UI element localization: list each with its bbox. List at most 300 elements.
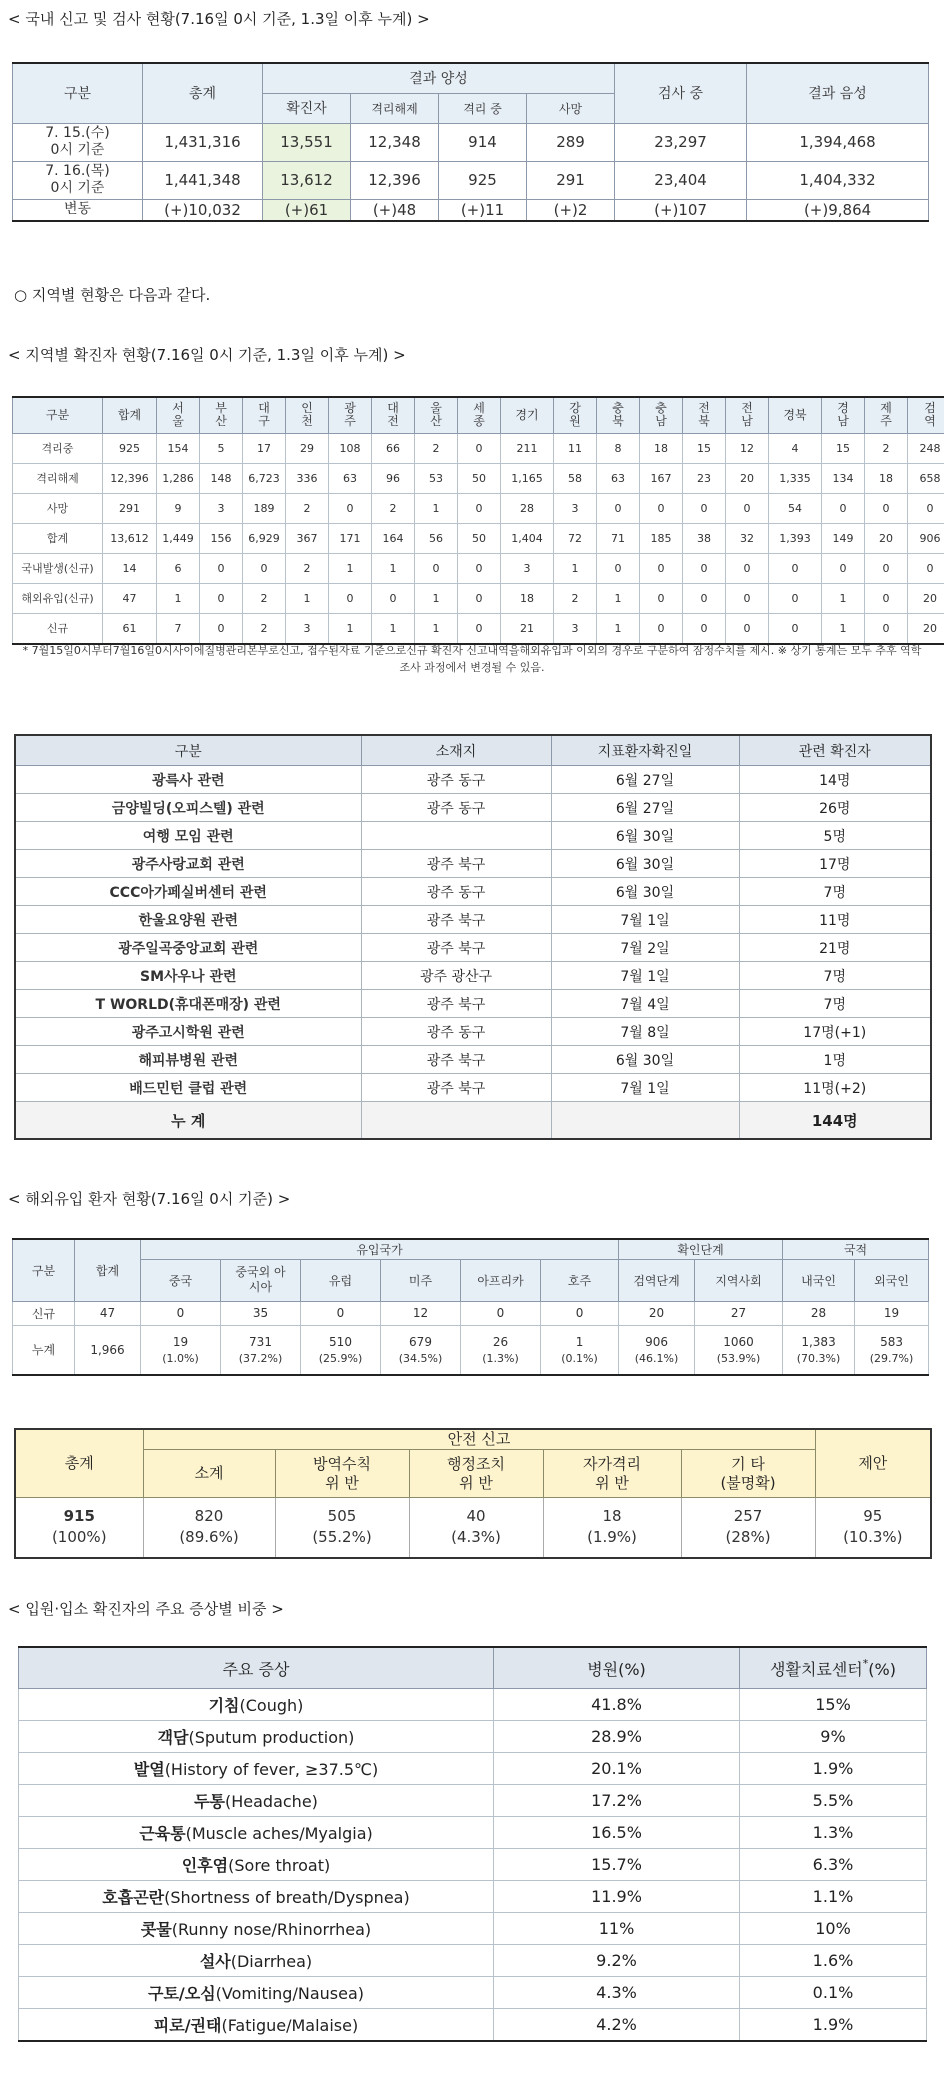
table-cell: 0 (683, 553, 726, 583)
table-row (15, 766, 931, 794)
symptom-name (19, 1721, 494, 1753)
table-cell: 0 (822, 493, 865, 523)
cell-testing: (+)107 (615, 199, 747, 221)
cell-percent: (37.2%) (238, 1351, 283, 1365)
table-row (19, 1881, 927, 1913)
hdr-deceased: 사망 (527, 93, 615, 123)
cell-value: 1,383 (801, 1334, 836, 1349)
cluster-count: 11명(+2) (739, 1074, 931, 1102)
table-row (19, 1689, 927, 1721)
cell-deceased: 289 (527, 123, 615, 161)
symptom-name (19, 2009, 494, 2042)
table-cell: 0 (141, 1301, 221, 1325)
symptom-name (19, 1881, 494, 1913)
cluster-location: 광주 광산구 (361, 962, 551, 990)
cell-value: 906 (645, 1334, 668, 1349)
table-cell: 66 (372, 433, 415, 463)
cell-percent: (55.2%) (312, 1528, 372, 1547)
symptom-name (19, 1785, 494, 1817)
row-label: 사망 (13, 493, 103, 523)
cell-percent: (100%) (51, 1528, 107, 1547)
total-count: 144명 (739, 1102, 931, 1140)
table-cell: 1 (597, 613, 640, 644)
cluster-location: 광주 북구 (361, 1074, 551, 1102)
table-cell: 6,929 (243, 523, 286, 553)
symptom-en: (Sputum production) (188, 1728, 355, 1747)
cluster-date: 7월 1일 (551, 1074, 739, 1102)
table-cell: 61 (103, 613, 157, 644)
cell-negative: (+)9,864 (747, 199, 929, 221)
hdr-region: 세종 (458, 397, 501, 433)
cell-percent: (34.5%) (398, 1351, 443, 1365)
table-cell (815, 1498, 931, 1558)
hdr-related-count: 관련 확진자 (739, 735, 931, 766)
hdr-testing: 검사 중 (615, 63, 747, 123)
table-cell: 1 (286, 583, 329, 613)
cluster-count: 17명(+1) (739, 1018, 931, 1046)
table-cell: 9 (157, 493, 200, 523)
cluster-date: 6월 30일 (551, 878, 739, 906)
table-cell: 27 (695, 1301, 783, 1325)
table-cell: 0 (908, 493, 944, 523)
table-cell: 0 (769, 553, 822, 583)
table-cell: 7 (157, 613, 200, 644)
table-cell: 0 (683, 493, 726, 523)
cluster-location: 광주 동구 (361, 878, 551, 906)
table-cell: 0 (243, 553, 286, 583)
cluster-location: 광주 동구 (361, 766, 551, 794)
cell-isolated: 925 (439, 161, 527, 199)
table-cell: 20 (619, 1301, 695, 1325)
table-cell: 1 (372, 553, 415, 583)
cluster-name: 배드민턴 클럽 관련 (15, 1074, 361, 1102)
cluster-table (14, 734, 932, 1140)
table-cell: 20 (726, 463, 769, 493)
table-cell: 12 (726, 433, 769, 463)
table-cell: 14 (103, 553, 157, 583)
table-cell: 96 (372, 463, 415, 493)
regional-table (12, 396, 944, 645)
table-row (19, 2009, 927, 2042)
table-cell: 2 (286, 553, 329, 583)
table-cell: 925 (103, 433, 157, 463)
table-cell: 0 (769, 583, 822, 613)
table-row (15, 1498, 931, 1558)
symptom-ko: 기침 (208, 1696, 240, 1715)
table-cell (461, 1325, 541, 1375)
table-cell: 1,335 (769, 463, 822, 493)
table-cell: 18 (865, 463, 908, 493)
table-cell: 0 (865, 583, 908, 613)
hdr-self-isolation-violation: 자가격리 위 반 (543, 1450, 681, 1498)
cell-value: 40 (466, 1507, 486, 1526)
cluster-location: 광주 북구 (361, 850, 551, 878)
cell-percent: (1.0%) (162, 1351, 199, 1365)
table-cell: 63 (597, 463, 640, 493)
hdr-suggestion: 제안 (815, 1429, 931, 1498)
table-cell: 0 (458, 583, 501, 613)
row-label: 누계 (13, 1325, 75, 1375)
table-cell: 0 (726, 493, 769, 523)
table-cell (15, 1498, 143, 1558)
center-pct: 1.3% (740, 1817, 927, 1849)
hdr-other: 기 타 (불명확) (681, 1450, 815, 1498)
symptom-en: (Diarrhea) (230, 1952, 313, 1971)
table-cell (783, 1325, 855, 1375)
table-row (13, 613, 944, 644)
cell-percent: (4.3%) (451, 1528, 501, 1547)
row-label: 격리해제 (13, 463, 103, 493)
table-cell: 1 (822, 613, 865, 644)
table-cell: 12 (381, 1301, 461, 1325)
table-cell: 8 (597, 433, 640, 463)
table-row (15, 1018, 931, 1046)
table-cell (141, 1325, 221, 1375)
cluster-date: 6월 27일 (551, 766, 739, 794)
table-cell: 0 (683, 613, 726, 644)
table-cell: 3 (554, 493, 597, 523)
cell-value: 583 (880, 1334, 903, 1349)
hdr-sub: 내국인 (783, 1259, 855, 1301)
hdr-division: 구분 (15, 735, 361, 766)
hospital-pct: 28.9% (494, 1721, 740, 1753)
table-cell: 1 (372, 613, 415, 644)
table-cell: 0 (865, 553, 908, 583)
table-cell: 0 (908, 553, 944, 583)
hdr-positive: 결과 양성 (263, 63, 615, 93)
table-cell: 1,404 (501, 523, 554, 553)
row-label: 국내발생(신규) (13, 553, 103, 583)
table-cell: 15 (683, 433, 726, 463)
cell-value: 731 (249, 1334, 272, 1349)
table-cell: 0 (640, 583, 683, 613)
hdr-sub: 중국외 아시아 (221, 1259, 301, 1301)
hdr-total: 총계 (143, 63, 263, 123)
hdr-sub: 중국 (141, 1259, 221, 1301)
center-pct: 1.6% (740, 1945, 927, 1977)
hdr-sub: 미주 (381, 1259, 461, 1301)
table-cell: 0 (726, 553, 769, 583)
table-cell: 6 (157, 553, 200, 583)
table-cell: 0 (640, 613, 683, 644)
cluster-count: 7명 (739, 990, 931, 1018)
table-cell: 2 (243, 613, 286, 644)
cell-testing: 23,297 (615, 123, 747, 161)
hdr-negative: 결과 음성 (747, 63, 929, 123)
domestic-status-table (12, 62, 929, 222)
table-cell: 0 (865, 493, 908, 523)
table-cell (541, 1325, 619, 1375)
imported-table (12, 1238, 929, 1376)
symptom-en: (Cough) (239, 1696, 304, 1715)
hospital-pct: 15.7% (494, 1849, 740, 1881)
cell-value: 820 (194, 1507, 224, 1526)
cell-percent: (28%) (725, 1528, 771, 1547)
table-cell: 658 (908, 463, 944, 493)
table-row (15, 1074, 931, 1102)
table-cell: 336 (286, 463, 329, 493)
table-cell: 2 (554, 583, 597, 613)
table-cell: 0 (329, 493, 372, 523)
cluster-date: 7월 8일 (551, 1018, 739, 1046)
cluster-location (361, 822, 551, 850)
cell-confirmed: (+)61 (263, 199, 351, 221)
cell-value: 679 (409, 1334, 432, 1349)
cluster-count: 7명 (739, 962, 931, 990)
cell-value: 18 (602, 1507, 622, 1526)
cell-testing: 23,404 (615, 161, 747, 199)
hdr-stage: 확인단계 (619, 1239, 783, 1259)
table-cell: 0 (541, 1301, 619, 1325)
table-cell: 185 (640, 523, 683, 553)
hdr-isolated: 격리 중 (439, 93, 527, 123)
symptom-en: (Headache) (225, 1792, 318, 1811)
row-label: 7. 15.(수) 0시 기준 (13, 123, 143, 161)
table-cell: 211 (501, 433, 554, 463)
cluster-location: 광주 북구 (361, 934, 551, 962)
table-cell: 367 (286, 523, 329, 553)
table-cell (681, 1498, 815, 1558)
symptom-name (19, 1977, 494, 2009)
table-row (19, 1849, 927, 1881)
cell-value: 915 (63, 1507, 95, 1526)
symptom-ko: 설사 (199, 1952, 231, 1971)
cell-total: (+)10,032 (143, 199, 263, 221)
table-row (15, 934, 931, 962)
cluster-location: 광주 동구 (361, 1018, 551, 1046)
table-cell: 1 (415, 583, 458, 613)
table-cell: 20 (908, 583, 944, 613)
symptom-en: (Shortness of breath/Dyspnea) (164, 1888, 410, 1907)
hdr-region: 광주 (329, 397, 372, 433)
table-cell: 1 (554, 553, 597, 583)
cluster-name: 여행 모임 관련 (15, 822, 361, 850)
table-cell: 0 (200, 613, 243, 644)
table-cell: 12,396 (103, 463, 157, 493)
symptom-en: (Vomiting/Nausea) (215, 1984, 364, 2003)
table-cell: 4 (769, 433, 822, 463)
table-row (13, 523, 944, 553)
hdr-sub: 외국인 (855, 1259, 929, 1301)
cluster-name: 금양빌딩(오피스텔) 관련 (15, 794, 361, 822)
table-row (19, 1721, 927, 1753)
table-cell: 0 (301, 1301, 381, 1325)
hdr-confirmed: 확진자 (263, 93, 351, 123)
cluster-count: 1명 (739, 1046, 931, 1074)
row-label: 신규 (13, 1301, 75, 1325)
hdr-region: 구분 (13, 397, 103, 433)
table-cell: 54 (769, 493, 822, 523)
table-cell: 2 (372, 493, 415, 523)
table-cell: 50 (458, 463, 501, 493)
cell-percent: (53.9%) (716, 1351, 761, 1365)
center-pct: 5.5% (740, 1785, 927, 1817)
hdr-admin-violation: 행정조치 위 반 (409, 1450, 543, 1498)
table-row (19, 1945, 927, 1977)
table-cell: 29 (286, 433, 329, 463)
symptom-table (18, 1646, 927, 2042)
hdr-region: 울산 (415, 397, 458, 433)
hospital-pct: 11.9% (494, 1881, 740, 1913)
table-cell: 21 (501, 613, 554, 644)
cluster-name: T WORLD(휴대폰매장) 관련 (15, 990, 361, 1018)
cell-total: 47 (75, 1301, 141, 1325)
center-pct: 9% (740, 1721, 927, 1753)
table-cell: 28 (783, 1301, 855, 1325)
table-cell: 1,165 (501, 463, 554, 493)
table-cell: 32 (726, 523, 769, 553)
hospital-pct: 11% (494, 1913, 740, 1945)
row-label: 해외유입(신규) (13, 583, 103, 613)
center-pct: 0.1% (740, 1977, 927, 2009)
center-pct: 1.1% (740, 1881, 927, 1913)
hdr-subtotal: 소계 (143, 1450, 275, 1498)
center-pct: 1.9% (740, 1753, 927, 1785)
table-cell: 15 (822, 433, 865, 463)
cluster-date: 7월 1일 (551, 906, 739, 934)
table-cell: 1,286 (157, 463, 200, 493)
cluster-name: 광주일곡중앙교회 관련 (15, 934, 361, 962)
table-cell: 108 (329, 433, 372, 463)
table-cell (409, 1498, 543, 1558)
hdr-location: 소재지 (361, 735, 551, 766)
table-cell: 291 (103, 493, 157, 523)
table-row-cumulative (13, 1325, 929, 1375)
regional-footnote: * 7월15일0시부터7월16일0시사이에질병관리본부로신고, 접수된자료 기준으로신규 확진자 신고내역을해외유입과 이외의 경우로 구분하여 잠정수치를 제시. ※ 상기 통계는 모두 추후 역학조사 과정에서 변경될 수 있음. (22, 644, 922, 674)
table-cell: 3 (501, 553, 554, 583)
hdr-treatment-center: 생활치료센터*(%) (740, 1647, 927, 1689)
cluster-count: 7명 (739, 878, 931, 906)
table-row (19, 1977, 927, 2009)
symptom-ko: 두통 (194, 1792, 225, 1811)
cluster-count: 5명 (739, 822, 931, 850)
cluster-count: 17명 (739, 850, 931, 878)
cell-isolated: 914 (439, 123, 527, 161)
table-cell: 1 (822, 583, 865, 613)
cluster-name: 광주사랑교회 관련 (15, 850, 361, 878)
hdr-region: 전남 (726, 397, 769, 433)
hdr-region: 충북 (597, 397, 640, 433)
table-cell: 0 (640, 553, 683, 583)
table-cell (301, 1325, 381, 1375)
hdr-sub: 검역단계 (619, 1259, 695, 1301)
cluster-name: 광주고시학원 관련 (15, 1018, 361, 1046)
table-row (15, 1046, 931, 1074)
hdr-safety: 안전 신고 (143, 1429, 815, 1450)
cell-value: 1060 (723, 1334, 754, 1349)
hdr-index-date: 지표환자확진일 (551, 735, 739, 766)
table-cell: 149 (822, 523, 865, 553)
cluster-date: 7월 4일 (551, 990, 739, 1018)
table-row (15, 906, 931, 934)
table-cell: 13,612 (103, 523, 157, 553)
table-cell: 20 (908, 613, 944, 644)
cluster-name: 해피뷰병원 관련 (15, 1046, 361, 1074)
table-cell: 1,393 (769, 523, 822, 553)
cell-released: 12,348 (351, 123, 439, 161)
table-cell: 3 (200, 493, 243, 523)
caption-domestic: < 국내 신고 및 검사 현황(7.16일 0시 기준, 1.3일 이후 누계) > (8, 10, 430, 28)
table-cell: 28 (501, 493, 554, 523)
table-cell (695, 1325, 783, 1375)
hdr-sub: 유럽 (301, 1259, 381, 1301)
hdr-released: 격리해제 (351, 93, 439, 123)
hdr-total: 총계 (15, 1429, 143, 1498)
table-cell: 0 (458, 613, 501, 644)
table-cell: 1 (329, 613, 372, 644)
hospital-pct: 16.5% (494, 1817, 740, 1849)
cluster-name: SM사우나 관련 (15, 962, 361, 990)
hdr-nationality: 국적 (783, 1239, 929, 1259)
table-cell: 53 (415, 463, 458, 493)
row-label: 변동 (13, 199, 143, 221)
table-row (19, 1817, 927, 1849)
cell-value: 505 (327, 1507, 357, 1526)
hdr-division: 구분 (13, 63, 143, 123)
hdr-region: 부산 (200, 397, 243, 433)
cell-percent: (25.9%) (318, 1351, 363, 1365)
table-cell: 167 (640, 463, 683, 493)
row-label: 신규 (13, 613, 103, 644)
caption-imported: < 해외유입 환자 현황(7.16일 0시 기준) > (8, 1190, 291, 1208)
table-row (13, 123, 929, 161)
table-cell: 0 (458, 433, 501, 463)
center-pct: 15% (740, 1689, 927, 1721)
cluster-date: 6월 30일 (551, 850, 739, 878)
table-row (13, 433, 944, 463)
table-cell: 906 (908, 523, 944, 553)
table-cell: 0 (372, 583, 415, 613)
hdr-region: 경남 (822, 397, 865, 433)
table-cell: 0 (769, 613, 822, 644)
hdr-sub: 지역사회 (695, 1259, 783, 1301)
table-row (19, 1753, 927, 1785)
table-cell: 0 (640, 493, 683, 523)
hdr-region: 검역 (908, 397, 944, 433)
table-cell: 3 (286, 613, 329, 644)
table-cell: 23 (683, 463, 726, 493)
table-cell: 0 (458, 493, 501, 523)
hospital-pct: 41.8% (494, 1689, 740, 1721)
symptom-ko: 인후염 (181, 1856, 229, 1875)
hdr-region: 경북 (769, 397, 822, 433)
cluster-date: 6월 27일 (551, 794, 739, 822)
symptom-name (19, 1817, 494, 1849)
table-cell: 0 (597, 553, 640, 583)
table-cell: 1 (157, 583, 200, 613)
cell-deceased: (+)2 (527, 199, 615, 221)
table-cell: 1,449 (157, 523, 200, 553)
cell-value: 26 (492, 1334, 509, 1349)
symptom-name (19, 1945, 494, 1977)
symptom-ko: 콧물 (140, 1920, 172, 1939)
cluster-location: 광주 동구 (361, 794, 551, 822)
regional-intro: ○ 지역별 현황은 다음과 같다. (14, 286, 211, 304)
table-cell: 148 (200, 463, 243, 493)
table-cell: 154 (157, 433, 200, 463)
cluster-date: 6월 30일 (551, 1046, 739, 1074)
cell-value: 510 (329, 1334, 352, 1349)
cell-released: 12,396 (351, 161, 439, 199)
table-cell: 189 (243, 493, 286, 523)
table-row (13, 463, 944, 493)
table-cell (543, 1498, 681, 1558)
table-cell (275, 1498, 409, 1558)
hdr-region: 충남 (640, 397, 683, 433)
table-cell: 2 (865, 433, 908, 463)
row-label: 격리중 (13, 433, 103, 463)
cluster-count: 11명 (739, 906, 931, 934)
